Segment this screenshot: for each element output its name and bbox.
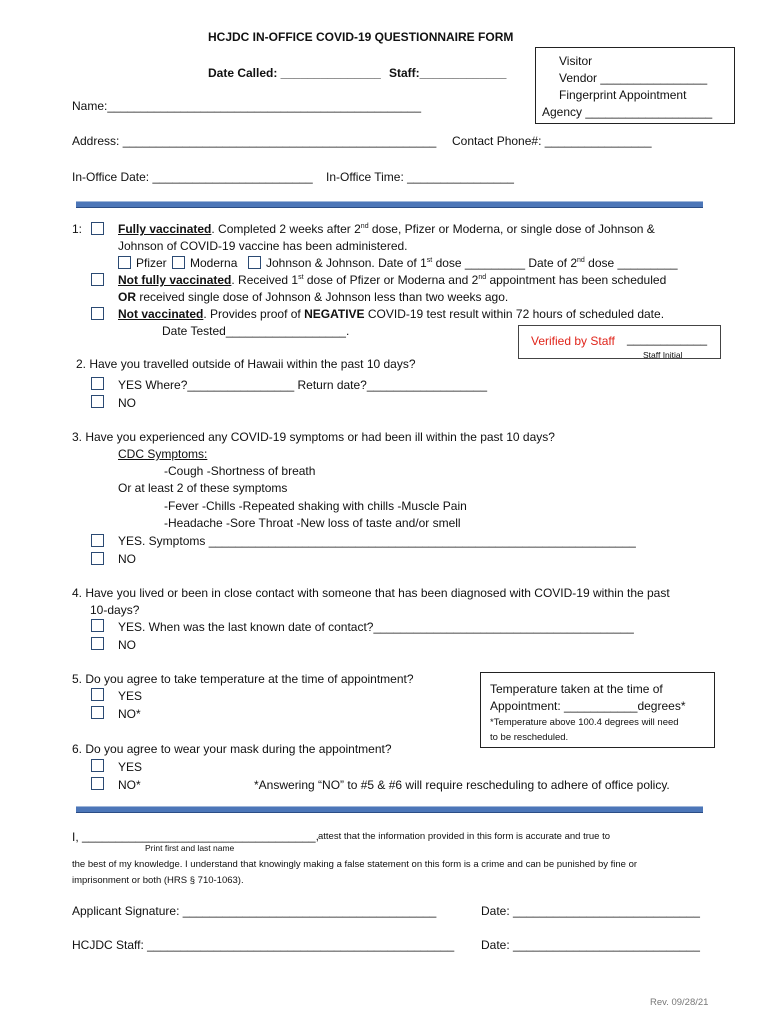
q3-no-checkbox[interactable]	[91, 552, 104, 565]
symptoms-line4: -Headache -Sore Throat -New loss of taste and/or smell	[164, 516, 461, 530]
section-divider-top	[76, 201, 703, 208]
applicant-signature-field[interactable]: Applicant Signature: ______________________________________	[72, 904, 437, 918]
verified-by-staff-box	[518, 325, 721, 359]
q1-number: 1:	[72, 222, 83, 236]
symptoms-line2: Or at least 2 of these symptoms	[118, 481, 288, 495]
q2-yes-checkbox[interactable]	[91, 377, 104, 390]
vendor-option[interactable]: Vendor ________________	[559, 71, 708, 85]
q6-no-label: NO*	[118, 778, 141, 792]
q6-yes-checkbox[interactable]	[91, 759, 104, 772]
johnson-dose-dates[interactable]: Johnson & Johnson. Date of 1st dose _________ Date of 2nd dose _________	[266, 256, 678, 270]
staff-field[interactable]: Staff:_____________	[389, 66, 507, 80]
q2-question: 2. Have you travelled outside of Hawaii within the past 10 days?	[76, 357, 416, 371]
q2-no-label: NO	[118, 396, 136, 410]
symptoms-line1: -Cough -Shortness of breath	[164, 464, 316, 478]
moderna-checkbox[interactable]	[172, 256, 185, 269]
section-divider-bottom	[76, 806, 703, 813]
attest-line3: imprisonment or both (HRS § 710-1063).	[72, 875, 244, 886]
pfizer-checkbox[interactable]	[118, 256, 131, 269]
name-field[interactable]: Name:_______________________________________________	[72, 99, 422, 113]
q2-yes-label[interactable]: YES Where?________________ Return date?__________________	[118, 378, 487, 392]
temperature-note2: to be rescheduled.	[490, 732, 569, 743]
attest-line2: the best of my knowledge. I understand that knowingly making a false statement on this form is a crime and can be punished by fine or	[72, 859, 638, 870]
q3-no-label: NO	[118, 552, 136, 566]
q5-no-label: NO*	[118, 707, 141, 721]
staff-initial-line[interactable]: ____________	[627, 332, 708, 346]
revision-date: Rev. 09/28/21	[650, 997, 709, 1008]
attest-i: I,	[72, 830, 79, 844]
contact-phone-field[interactable]: Contact Phone#: ________________	[452, 134, 652, 148]
fingerprint-option[interactable]: Fingerprint Appointment	[559, 88, 687, 102]
q5-yes-label: YES	[118, 689, 143, 703]
hcjdc-staff-field[interactable]: HCJDC Staff: ______________________________________________	[72, 938, 455, 952]
temperature-line1: Temperature taken at the time of	[490, 682, 663, 696]
q3-yes-checkbox[interactable]	[91, 534, 104, 547]
symptoms-line3: -Fever -Chills -Repeated shaking with chills -Muscle Pain	[164, 499, 467, 513]
visitor-type-box	[535, 47, 735, 124]
q4-no-checkbox[interactable]	[91, 637, 104, 650]
not-vaccinated-text: Not vaccinated. Provides proof of NEGATIVE COVID-19 test result within 72 hours of scheduled date.	[118, 307, 665, 321]
q6-question: 6. Do you agree to wear your mask during the appointment?	[72, 742, 392, 756]
rescheduling-note: *Answering “NO” to #5 & #6 will require rescheduling to adhere of office policy.	[254, 778, 670, 792]
temperature-note1: *Temperature above 100.4 degrees will need	[490, 717, 679, 728]
visitor-option[interactable]: Visitor	[559, 54, 593, 68]
date-called-field[interactable]: Date Called: _______________	[208, 66, 381, 80]
applicant-date-field[interactable]: Date: ____________________________	[481, 904, 700, 918]
pfizer-label: Pfizer	[136, 256, 167, 270]
johnson-checkbox[interactable]	[248, 256, 261, 269]
q4-yes-checkbox[interactable]	[91, 619, 104, 632]
form-title: HCJDC IN-OFFICE COVID-19 QUESTIONNAIRE FORM	[208, 30, 514, 44]
q3-yes-label[interactable]: YES. Symptoms ________________________________________________________________	[118, 534, 636, 548]
attest-text: attest that the information provided in this form is accurate and true to	[318, 831, 611, 842]
q2-no-checkbox[interactable]	[91, 395, 104, 408]
address-field[interactable]: Address: _______________________________________________	[72, 134, 437, 148]
print-name-label: Print first and last name	[145, 843, 235, 853]
fully-vaccinated-text: Fully vaccinated. Completed 2 weeks after 2nd dose, Pfizer or Moderna, or single dose of Johnson &	[118, 222, 655, 236]
fully-vaccinated-checkbox[interactable]	[91, 222, 104, 235]
q4-question: 4. Have you lived or been in close contact with someone that has been diagnosed with COVID-19 within the past	[72, 586, 670, 600]
in-office-date-field[interactable]: In-Office Date: ________________________	[72, 170, 313, 184]
verified-by-staff-label: Verified by Staff	[531, 334, 615, 348]
cdc-symptoms-heading: CDC Symptoms:	[118, 447, 208, 461]
q6-yes-label: YES	[118, 760, 143, 774]
or-text: OR received single dose of Johnson & Johnson less than two weeks ago.	[118, 290, 509, 304]
q4-yes-label[interactable]: YES. When was the last known date of contact?_______________________________________	[118, 620, 634, 634]
q5-yes-checkbox[interactable]	[91, 688, 104, 701]
staff-date-field[interactable]: Date: ____________________________	[481, 938, 700, 952]
q4-no-label: NO	[118, 638, 136, 652]
not-vaccinated-checkbox[interactable]	[91, 307, 104, 320]
staff-initial-label: Staff Initial	[643, 350, 683, 360]
fully-vaccinated-text-line2: Johnson of COVID-19 vaccine has been administered.	[118, 239, 408, 253]
temperature-degrees-field[interactable]: Appointment: ___________degrees*	[490, 699, 686, 713]
in-office-time-field[interactable]: In-Office Time: ________________	[326, 170, 514, 184]
not-fully-vaccinated-text: Not fully vaccinated. Received 1st dose of Pfizer or Moderna and 2nd appointment has been scheduled	[118, 273, 667, 287]
q5-question: 5. Do you agree to take temperature at the time of appointment?	[72, 672, 414, 686]
q4-question-line2: 10-days?	[90, 603, 140, 617]
date-tested-field[interactable]: Date Tested__________________.	[162, 324, 350, 338]
temperature-box	[480, 672, 715, 748]
q3-question: 3. Have you experienced any COVID-19 symptoms or had been ill within the past 10 days?	[72, 430, 555, 444]
agency-option[interactable]: Agency ___________________	[542, 105, 713, 119]
q6-no-checkbox[interactable]	[91, 777, 104, 790]
not-fully-vaccinated-checkbox[interactable]	[91, 273, 104, 286]
q5-no-checkbox[interactable]	[91, 706, 104, 719]
print-name-field[interactable]: ___________________________________,	[82, 829, 319, 843]
moderna-label: Moderna	[190, 256, 238, 270]
